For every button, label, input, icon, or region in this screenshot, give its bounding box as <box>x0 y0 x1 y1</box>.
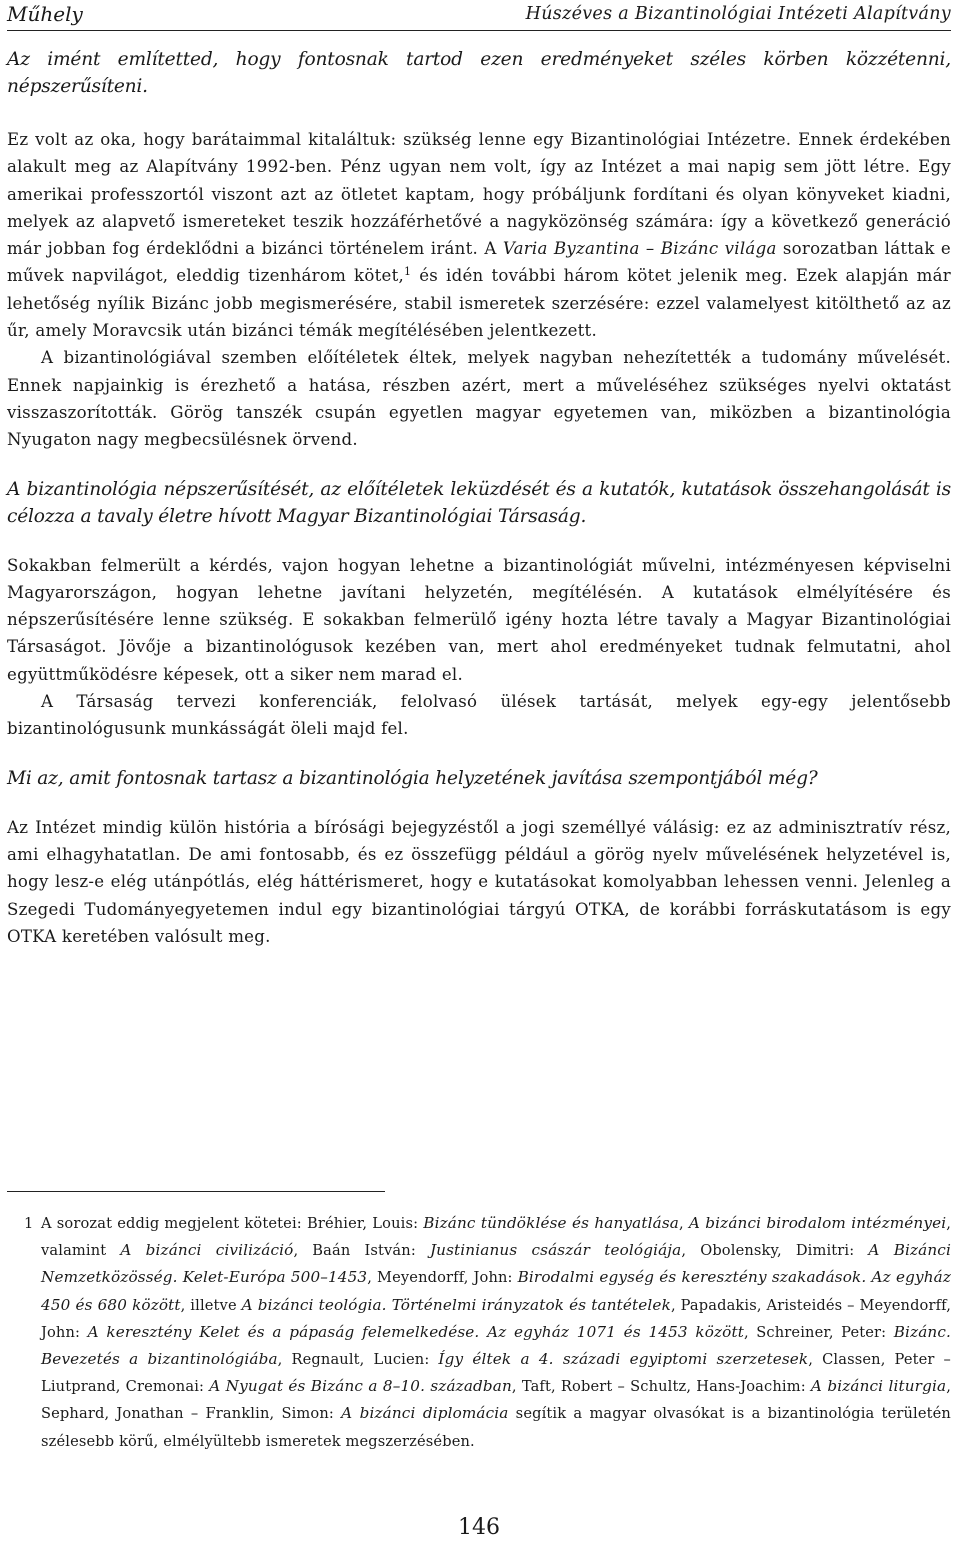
book-title: A Nyugat és Bizánc a 8–10. században <box>209 1377 512 1396</box>
answer-3-paragraph: Az Intézet mindig külön história a bírósági bejegyzéstől a jogi személlyé válásig: ez az adminisztratív rész, ami elhagyhatatlan. De ami fontosabb, és ez összefügg például a görög nyelv művelésének helyzetével is, hogy lesz-e elég utánpótlás, elég háttérismeret, hogy e kutatásokat komolyabban lehessen venni. Jelenleg a Szegedi Tudományegyetemen indul egy bizantinológiai tárgyú OTKA, de korábbi forráskutatásom is egy OTKA keretében valósult meg. <box>7 817 951 946</box>
page-number: 146 <box>458 1515 500 1540</box>
footnote-text-segment: , Obolensky, Dimitri: <box>681 1242 869 1260</box>
book-title: Birodalmi egység és keresztény szakadások. Az egyház 450 és 680 között <box>41 1268 951 1314</box>
question-2: A bizantinológia népszerűsítését, az előítéletek leküzdését és a kutatók, kutatások összehangolását is célozza a tavaly életre hívott Magyar Bizantinológiai Társaság. <box>7 478 951 527</box>
book-title: A keresztény Kelet és a pápaság felemelkedése. Az egyház 1071 és 1453 között <box>87 1322 744 1341</box>
footnote-text-segment: , Classen, Peter – Liutprand, Cremonai: <box>41 1351 951 1396</box>
footnote-text-segment: , illetve <box>180 1296 242 1314</box>
footnote-text-segment: , Baán István: <box>293 1242 430 1260</box>
footnote-reference[interactable]: 1 <box>404 265 412 279</box>
footnote-text-segment: , Taft, Robert – Schultz, Hans-Joachim: <box>511 1378 811 1396</box>
answer-1-text-c: és idén további három kötet jelenik meg. Ezek alapján már lehetőség nyílik Bizánc jobb megismerésére, stabil ismeretek szerzésére: ezzel valamelyest kitölthető az az űr, amely Moravcsik után bizánci témák megítélésében jelentkezett. <box>7 266 951 341</box>
answer-1-paragraph-2: A bizantinológiával szemben előítéletek éltek, melyek nagyban nehezítették a tudomány művelését. Ennek napjainkig is érezhető a hatása, részben azért, mert a műveléséhez szükséges nyelvi oktatást visszaszorították. Görög tanszék csupán egyetlen magyar egyetemen van, miközben a bizantinológia Nyugaton nagy megbecsülésnek örvend. <box>7 348 951 450</box>
footnote-text-segment: , <box>678 1215 689 1232</box>
book-title: Így éltek a 4. századi egyiptomi szerzetesek <box>438 1350 809 1369</box>
book-title: A bizánci diplomácia <box>341 1404 509 1423</box>
footnote-text-segment: A sorozat eddig megjelent kötetei: Bréhier, Louis: <box>41 1215 424 1232</box>
book-title: A bizánci teológia. Történelmi irányzatok és tantételek <box>241 1295 671 1314</box>
running-header <box>7 0 951 31</box>
answer-1-text-b: sorozatban láttak e művek napvilágot, eleddig tizenhárom kötet, <box>7 239 951 286</box>
footnote-divider <box>7 1191 385 1192</box>
footnote-text-segment: , Regnault, Lucien: <box>277 1351 439 1369</box>
footnote-text-segment: , Sephard, Jonathan – Franklin, Simon: <box>41 1378 951 1423</box>
footnote-text-segment: , Meyendorff, John: <box>367 1269 518 1287</box>
book-title: A bizánci liturgia <box>810 1377 947 1396</box>
answer-1-paragraph-1 <box>7 126 951 344</box>
series-title: Varia Byzantina – Bizánc világa <box>502 239 777 259</box>
footnote-1 <box>7 1210 951 1455</box>
footnote-number: 1 <box>24 1215 34 1232</box>
footnote-text-segment: , Schreiner, Peter: <box>743 1323 894 1341</box>
answer-1-text-a: Ez volt az oka, hogy barátaimmal kitaláltuk: szükség lenne egy Bizantinológiai Intézetre. Ennek érdekében alakult meg az Alapítvány 1992-ben. Pénz ugyan nem volt, így az Intézet a mai napig sem jött létre. Egy amerikai professzortól viszont azt az ötletet kaptam, hogy próbáljunk fordítani és olyan könyveket kiadni, melyek az alapvető ismereteket teszik hozzáférhetővé a nagyközönség számára: így a következő generáció már jobban fog érdeklődni a bizánci történelem iránt. A <box>7 130 951 259</box>
footnote-text-segment: , Papadakis, Aristeidés – Meyendorff, John: <box>41 1296 951 1341</box>
header-section-title: Műhely <box>7 2 83 26</box>
book-title: A bizánci birodalom intézményei <box>688 1214 947 1232</box>
answer-2-paragraph-1: Sokakban felmerült a kérdés, vajon hogyan lehetne a bizantinológiát művelni, intézményesen képviselni Magyarországon, hogyan lehetne javítani helyzetén, megítélésén. A kutatások elmélyítésére és népszerűsítésére lenne szükség. E sokakban felmerülő igény hozta létre tavaly a Magyar Bizantinológiai Társaságot. Jövője a bizantinológusok kezében van, mert ahol eredményeket tudnak felmutatni, ahol együttműködésre képesek, ott a siker nem marad el. <box>7 555 951 684</box>
book-title: Bizánc tündöklése és hanyatlása <box>423 1214 679 1232</box>
article-body <box>7 46 951 950</box>
footnote-text-segment: , valamint <box>41 1215 952 1260</box>
book-title: Justinianus császár teológiája <box>429 1241 682 1260</box>
book-title: Bizánc. Bevezetés a bizantinológiába <box>41 1322 951 1369</box>
footnote-text-segment: segítik a magyar olvasókat is a bizantinológia területén szélesebb körű, elmélyültebb ismeretek megszerzésében. <box>41 1405 951 1450</box>
question-3: Mi az, amit fontosnak tartasz a bizantinológia helyzetének javítása szempontjából még? <box>7 767 818 789</box>
question-1: Az imént említetted, hogy fontosnak tartod ezen eredményeket széles körben közzétenni, népszerűsíteni. <box>7 49 951 97</box>
footnote-text <box>41 1210 951 1455</box>
book-title: A Bizánci Nemzetközösség. Kelet-Európa 500–1453 <box>41 1241 951 1287</box>
answer-2-paragraph-2: A Társaság tervezi konferenciák, felolvasó ülések tartását, melyek egy-egy jelentősebb bizantinológusunk munkásságát öleli majd fel. <box>7 692 951 739</box>
header-article-title: Húszéves a Bizantinológiai Intézeti Alapítvány <box>525 4 951 24</box>
book-title: A bizánci civilizáció <box>120 1241 294 1260</box>
